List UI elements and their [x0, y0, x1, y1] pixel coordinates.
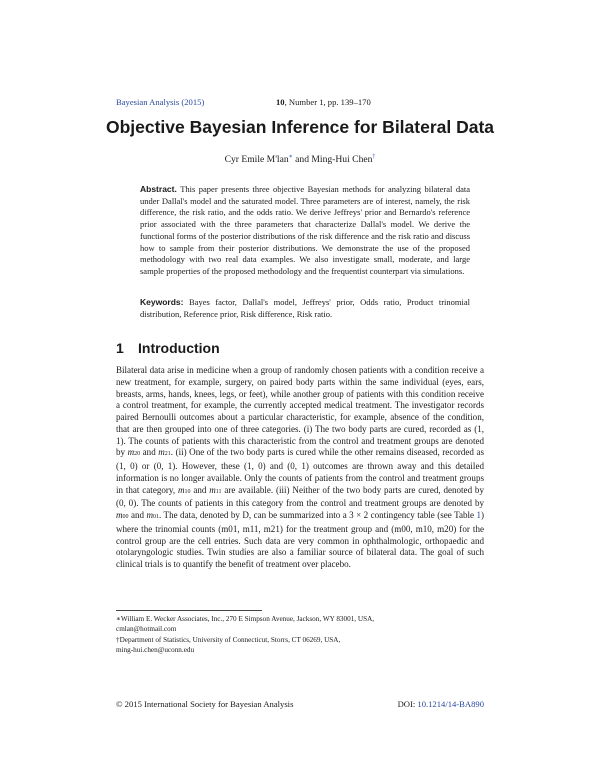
keywords-text: Bayes factor, Dallal's model, Jeffreys' prior, Odds ratio, Product trinomial distribution, Reference prior, Risk difference, Risk ratio. — [140, 297, 471, 319]
body-text-2: . (ii) One of the two body parts is cured while the other remains diseased, recorded as (1, 0) or (0, 1). However, these (1, 0) and (0, 1) outcomes are thrown away and this detailed information is no longer available. Only the counts of patients from the control and treatment groups in that category, — [116, 447, 484, 495]
journal-name[interactable]: Bayesian Analysis (2015) — [116, 97, 205, 107]
footnote-1: ∗William E. Wecker Associates, Inc., 270 E Simpson Avenue, Jackson, WY 83001, USA, — [116, 615, 375, 623]
var-m20-sub: 20 — [134, 451, 141, 458]
footnote-1-email[interactable]: cmlan@hotmail.com — [116, 625, 177, 634]
section-title: Introduction — [138, 340, 220, 356]
var-m01: m — [146, 510, 154, 520]
footnotes — [116, 614, 484, 656]
author-name-2: Ming-Hui Chen — [311, 154, 373, 166]
var-m11: m — [209, 484, 216, 495]
body-and-1: and — [140, 447, 159, 458]
abstract-label: Abstract. — [140, 184, 177, 194]
body-text-3: are available. (iii) Neither of the two body parts are cured, denoted by (0, 0). The counts of patients in this category from the control and treatment groups are denoted by — [116, 484, 484, 509]
keywords-label: Keywords: — [140, 297, 184, 307]
body-and-3: and — [128, 510, 147, 520]
var-m21-sub: 21 — [164, 451, 171, 458]
page-footer — [116, 699, 484, 711]
body-text-4: . The data, denoted by D, can be summarized into a 3 × 2 contingency table (see Table — [159, 510, 477, 520]
section-heading — [116, 340, 220, 356]
var-m20: m — [127, 447, 135, 458]
running-header — [116, 97, 484, 111]
var-m11-sub: 11 — [215, 488, 222, 495]
author-mark-1[interactable]: ∗ — [288, 154, 293, 160]
doi-link[interactable]: 10.1214/14-BA890 — [417, 699, 484, 709]
var-m01-sub: 01 — [153, 514, 160, 520]
var-m21: m — [158, 447, 165, 458]
var-m10: m — [177, 484, 185, 495]
body-text-5: ) where the trinomial counts (m01, m11, m21) for the treatment group and (m00, m10, m20) for the control group are the cell entries. Such data are very common in ophthalmologic, orthopaedic and otolaryngologic studies. Twin studies are also a familiar source of bilateral data. The goal of such clinical trials is to quantify the benefit of treatment over placebo. — [116, 510, 485, 569]
issue-pages: , Number 1, pp. 139–170 — [284, 97, 371, 107]
body-paragraph — [116, 365, 484, 571]
author-line — [60, 153, 540, 165]
copyright-notice: © 2015 International Society for Bayesian Analysis — [116, 699, 294, 709]
body-and-2: and — [190, 484, 210, 495]
paper-title: Objective Bayesian Inference for Bilateral Data — [105, 117, 495, 137]
table-reference-link[interactable]: 1 — [476, 510, 481, 520]
var-m00-sub: 00 — [122, 514, 129, 520]
abstract-text: This paper presents three objective Bayesian methods for analyzing bilateral data under Dallal's model and the saturated model. Three parameters are of interest, namely, the risk difference, the risk ratio, and the odds ratio. We derive Jeffreys' prior and Bernardo's reference prior associated with the three parameters that characterize Dallal's model. We derive the functional forms of the posterior distributions of the risk difference and the risk ratio and discuss how to sample from their posterior distributions. We demonstrate the use of the proposed methodology with two real data examples. We also investigate small, moderate, and large sample properties of the proposed methodology and the frequentist counterpart via simulations. — [140, 184, 470, 276]
author-mark-2[interactable]: † — [372, 154, 376, 160]
footnote-2: †Department of Statistics, University of Connecticut, Storrs, CT 06269, USA, — [116, 635, 341, 644]
keywords — [140, 297, 470, 320]
volume-number: 10 — [276, 97, 285, 107]
var-m10-sub: 10 — [184, 488, 191, 495]
footnote-2-email[interactable]: ming-hui.chen@uconn.edu — [116, 646, 195, 655]
author-name-1: Cyr Emile M'lan — [224, 154, 289, 166]
section-number: 1 — [116, 340, 124, 356]
footnote-rule — [116, 610, 262, 611]
body-text-1: Bilateral data arise in medicine when a group of randomly chosen patients with a condition receive a new treatment, for example, surgery, on paired body parts within the same individual (eyes, ears, breasts, arms, hands, knees, legs, or feet), while another group of patients with this condition receive a control treatment, for example, the currently accepted medical treatment. The investigator records paired Bernoulli outcomes about a particular characteristic, for example, absence of the condition, that are then grouped into one of three categories. (i) The two body parts are cured, recorded as (1, 1). The counts of patients with this characteristic from the control and treatment groups are denoted by — [116, 365, 484, 458]
issue-info — [276, 97, 371, 107]
abstract — [140, 184, 470, 278]
author-connector: and — [292, 154, 312, 166]
doi-line — [398, 699, 484, 709]
doi-label: DOI: — [397, 699, 418, 709]
var-m00: m — [116, 510, 123, 520]
